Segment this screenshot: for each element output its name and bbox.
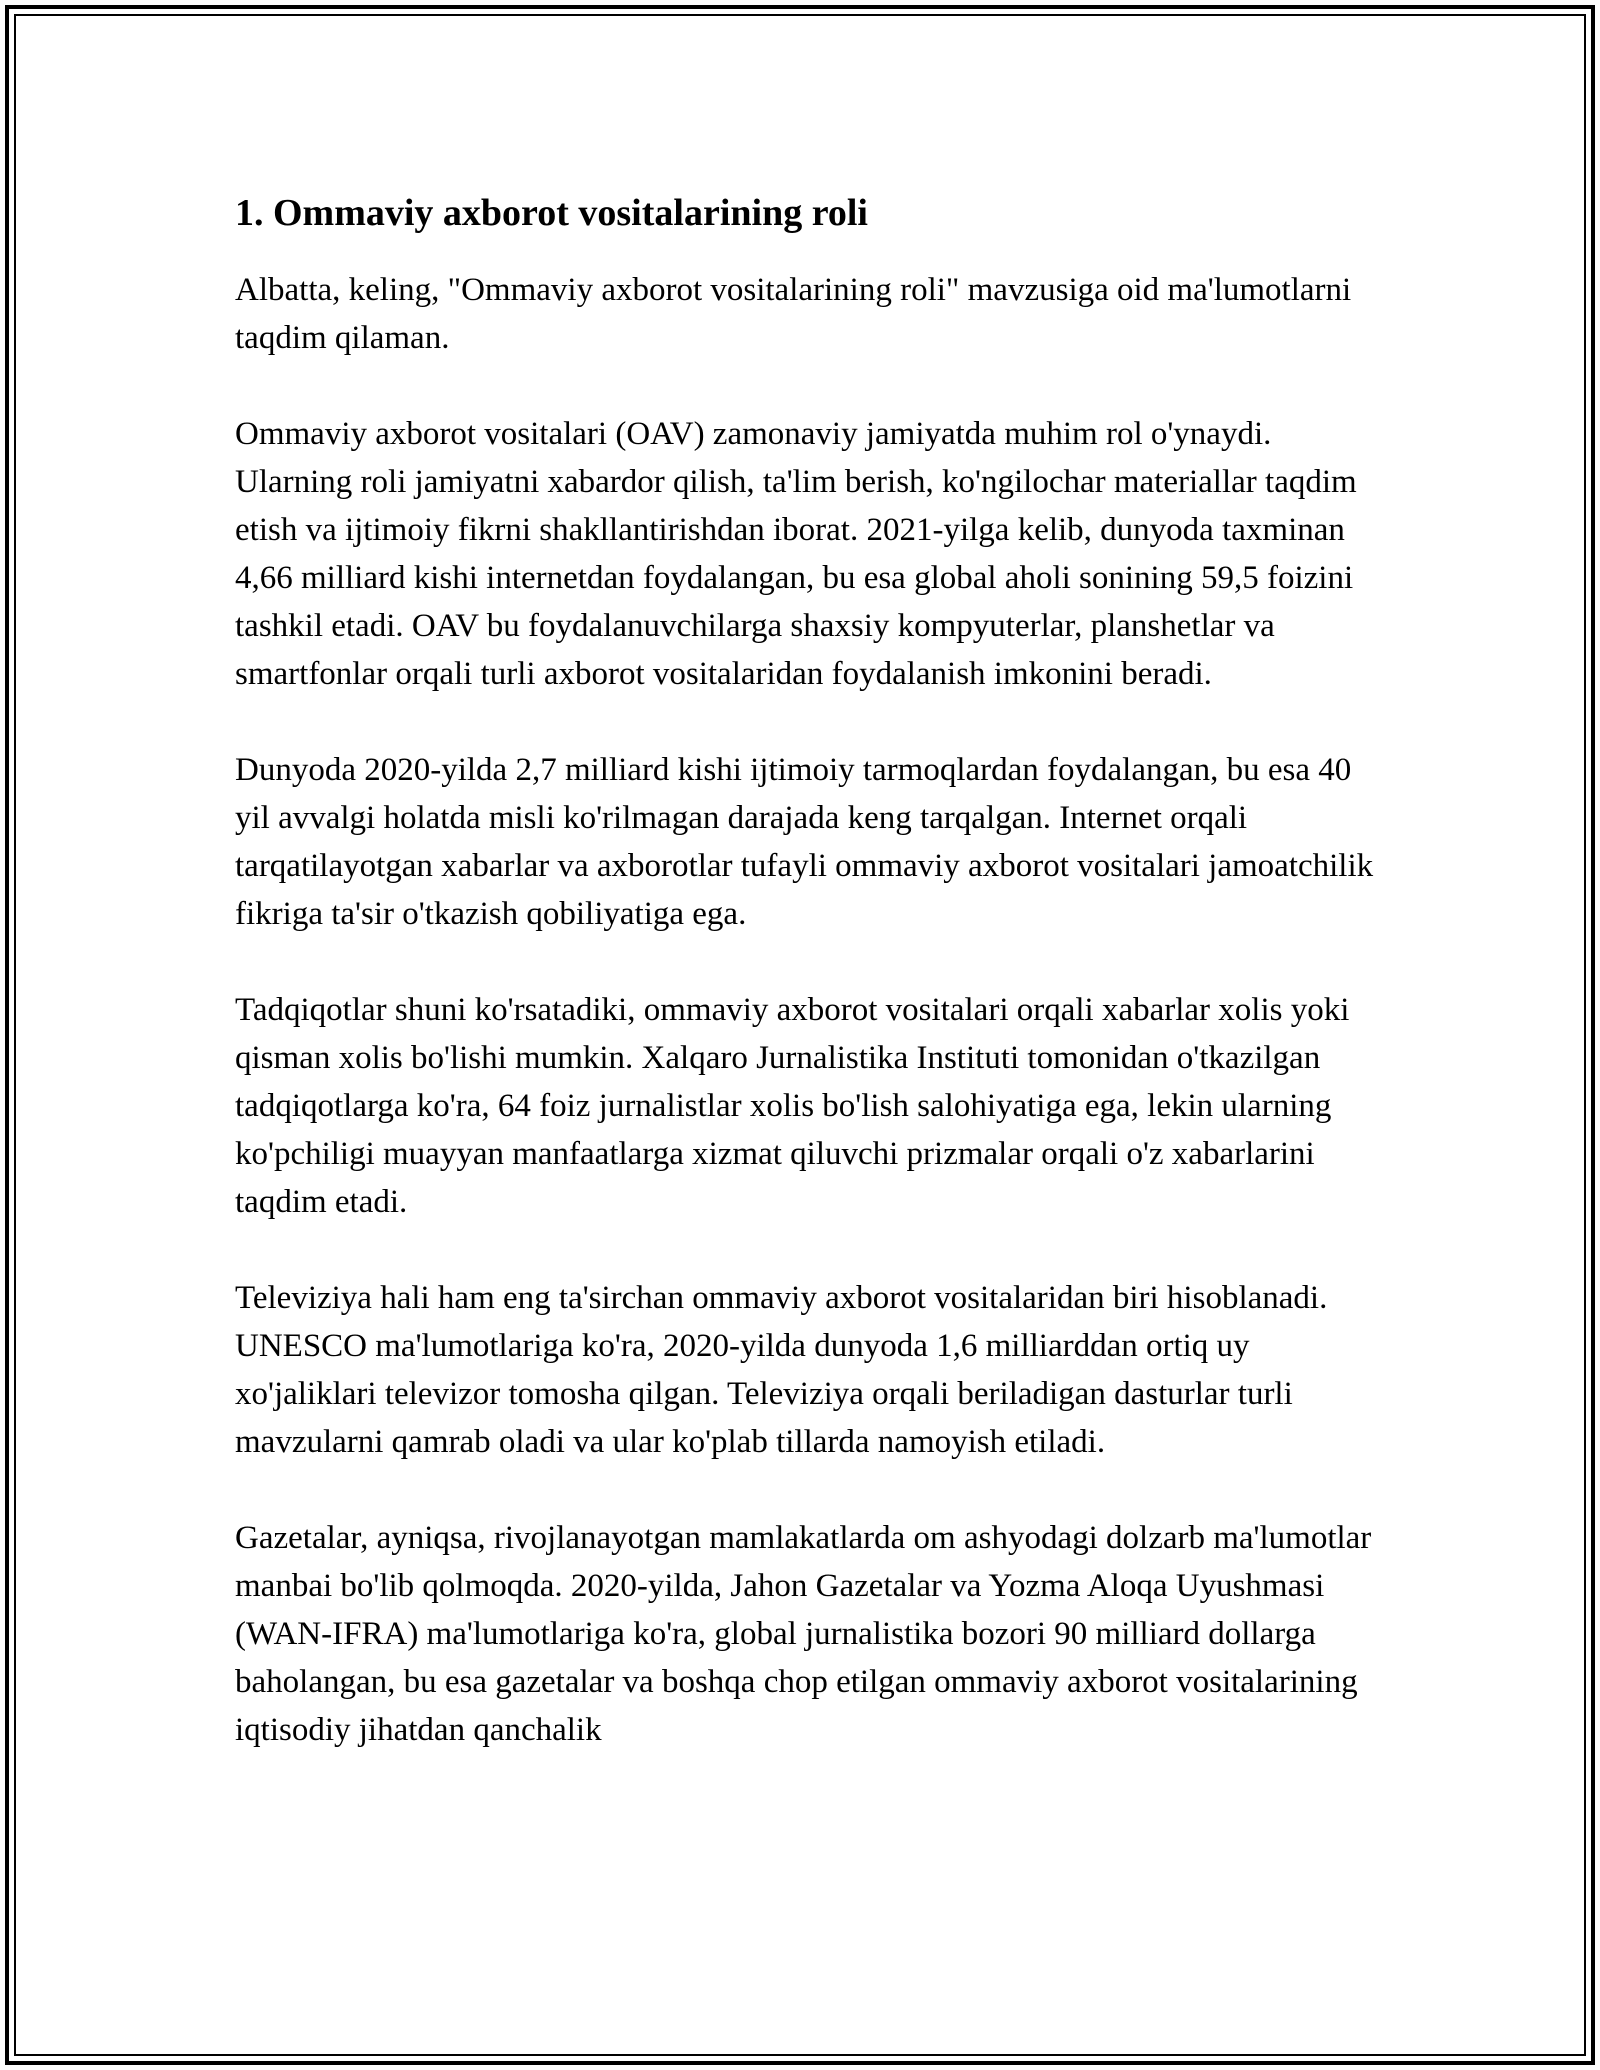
- paragraph-research: Tadqiqotlar shuni ko'rsatadiki, ommaviy axborot vositalari orqali xabarlar xolis yoki qisman xolis bo'lishi mumkin. Xalqaro Jurnalistika Instituti tomonidan o'tkazilgan tadqiqotlarga ko'ra, 64 foiz jurnalistlar xolis bo'lish salohiyatiga ega, lekin ularning ko'pchiligi muayyan manfaatlarga xizmat qiluvchi prizmalar orqali o'z xabarlarini taqdim etadi.: [235, 992, 1350, 1220]
- section-heading: 1. Ommaviy axborot vositalarining roli: [235, 192, 868, 234]
- paragraph-newspapers: Gazetalar, ayniqsa, rivojlanayotgan mamlakatlarda om ashyodagi dolzarb ma'lumotlar manbai bo'lib qolmoqda. 2020-yilda, Jahon Gazetalar va Yozma Aloqa Uyushmasi (WAN-IFRA) ma'lumotlariga ko'ra, global jurnalistika bozori 90 milliard dollarga baholangan, bu esa gazetalar va boshqa chop etilgan ommaviy axborot vositalarining iqtisodiy jihatdan qanchalik: [235, 1520, 1372, 1748]
- paragraph-social-networks: Dunyoda 2020-yilda 2,7 milliard kishi ijtimoiy tarmoqlardan foydalangan, bu esa 40 yil avvalgi holatda misli ko'rilmagan darajada keng tarqalgan. Internet orqali tarqatilayotgan xabarlar va axborotlar tufayli ommaviy axborot vositalari jamoatchilik fikriga ta'sir o'tkazish qobiliyatiga ega.: [235, 752, 1374, 932]
- document-body: [235, 188, 1375, 1802]
- paragraph-intro: Albatta, keling, "Ommaviy axborot vositalarining roli" mavzusiga oid ma'lumotlarni taqdim qilaman.: [235, 272, 1352, 356]
- paragraph-television: Televiziya hali ham eng ta'sirchan ommaviy axborot vositalaridan biri hisoblanadi. UNESCO ma'lumotlariga ko'ra, 2020-yilda dunyoda 1,6 milliarddan ortiq uy xo'jaliklari televizor tomosha qilgan. Televiziya orqali beriladigan dasturlar turli mavzularni qamrab oladi va ular ko'plab tillarda namoyish etiladi.: [235, 1280, 1328, 1460]
- paragraph-media-role: Ommaviy axborot vositalari (OAV) zamonaviy jamiyatda muhim rol o'ynaydi. Ularning roli jamiyatni xabardor qilish, ta'lim berish, ko'ngilochar materiallar taqdim etish va ijtimoiy fikrni shakllantirishdan iborat. 2021-yilga kelib, dunyoda taxminan 4,66 milliard kishi internetdan foydalangan, bu esa global aholi sonining 59,5 foizini tashkil etadi. OAV bu foydalanuvchilarga shaxsiy kompyuterlar, planshetlar va smartfonlar orqali turli axborot vositalaridan foydalanish imkonini beradi.: [235, 416, 1357, 692]
